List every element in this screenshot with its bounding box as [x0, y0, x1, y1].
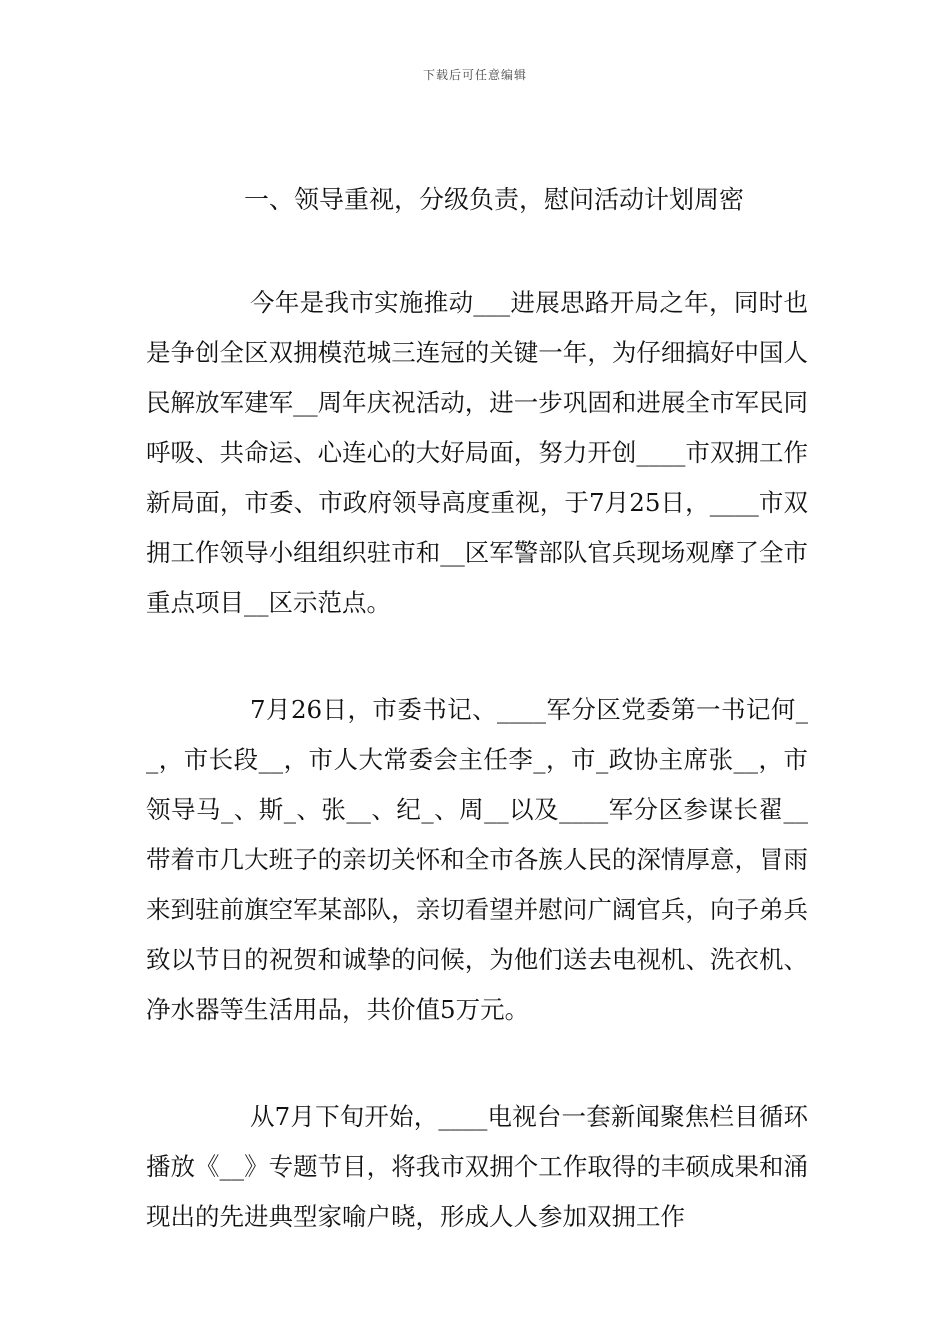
document-body	[146, 178, 808, 1242]
page-header: 下载后可任意编辑	[422, 68, 527, 82]
paragraph-2: 7月26日，市委书记、____军分区党委第一书记何__，市长段__，市人大常委会主任李_，市_政协主席张__，市领导马_、斯_、张__、纪_、周__以及____军分区参谋长翟__带着市几大班子的亲切关怀和全市各族人民的深情厚意，冒雨来到驻前旗空军某部队，亲切看望并慰问广阔官兵，向子弟兵致以节日的祝贺和诚挚的问候，为他们送去电视机、洗衣机、净水器等生活用品，共价值5万元。	[146, 695, 808, 1024]
section-heading: 一、领导重视，分级负责，慰问活动计划周密	[244, 185, 745, 214]
paragraph-1: 今年是我市实施推动___进展思路开局之年，同时也是争创全区双拥模范城三连冠的关键一年，为仔细搞好中国人民解放军建军__周年庆祝活动，进一步巩固和进展全市军民同呼吸、共命运、心连心的大好局面，努力开创____市双拥工作新局面，市委、市政府领导高度重视，于7月25日，____市双拥工作领导小组组织驻市和__区军警部队官兵现场观摩了全市重点项目__区示范点。	[146, 288, 808, 617]
paragraph-3: 从7月下旬开始，____电视台一套新闻聚焦栏目循环播放《__》专题节目，将我市双拥个工作取得的丰硕成果和涌现出的先进典型家喻户晓，形成人人参加双拥工作	[146, 1102, 808, 1231]
